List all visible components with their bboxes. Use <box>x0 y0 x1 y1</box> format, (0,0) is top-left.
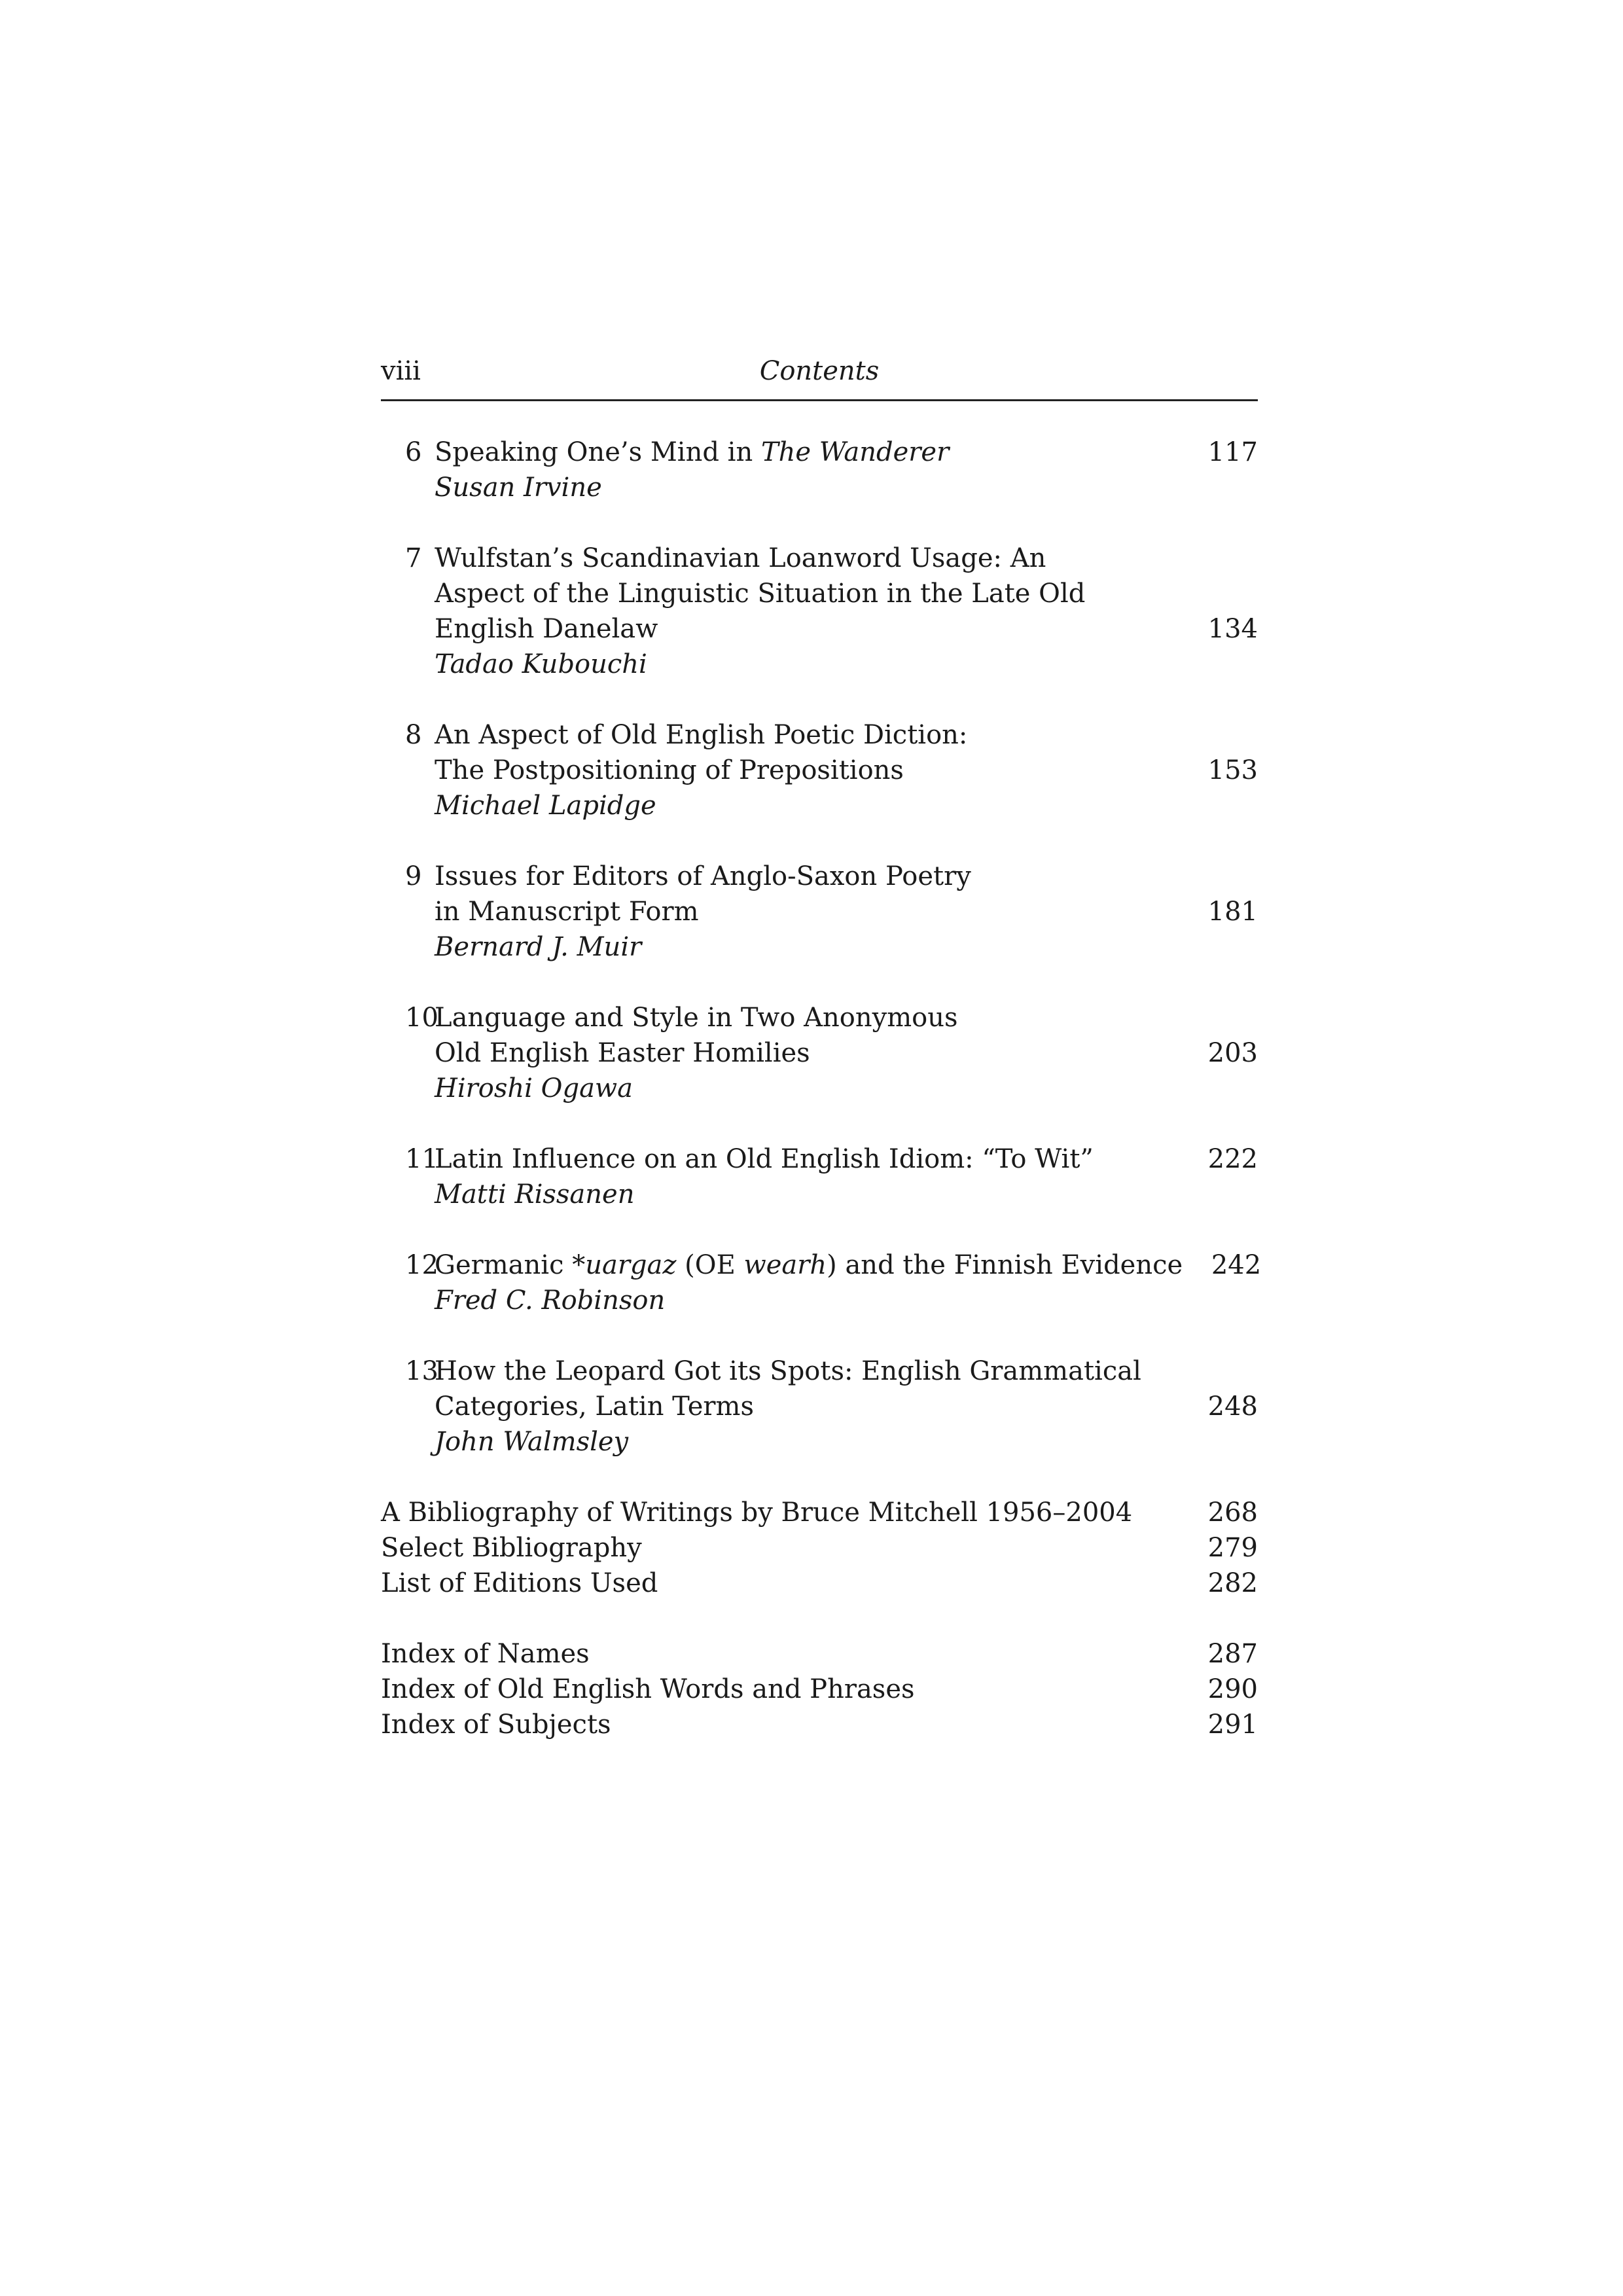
chapter-author: Tadao Kubouchi <box>435 649 647 679</box>
entry-label: Select Bibliography <box>381 1533 642 1563</box>
chapter-number: 8 <box>405 720 422 750</box>
entry-label: List of Editions Used <box>381 1568 658 1598</box>
chapter-title: Speaking One’s Mind in The Wanderer <box>435 437 950 467</box>
toc-entry-7[interactable] <box>381 541 1258 682</box>
toc-entry-6[interactable] <box>381 435 1258 505</box>
chapter-title: Wulfstan’s Scandinavian Loanword Usage: An Aspect of the Linguistic Situation in the Late Old English Danelaw <box>435 543 1086 644</box>
chapter-number: 13 <box>405 1356 438 1386</box>
entry-label: Index of Names <box>381 1639 590 1669</box>
page-number: 222 <box>1207 1144 1258 1174</box>
page-number: 134 <box>1207 614 1258 644</box>
page-number: 291 <box>1207 1710 1258 1740</box>
chapter-title: An Aspect of Old English Poetic Diction: The Postpositioning of Prepositions <box>435 720 968 785</box>
toc-entry-8[interactable] <box>381 717 1258 823</box>
toc-entry-index-of-old-english-words[interactable] <box>381 1672 1258 1707</box>
page-number: 248 <box>1207 1391 1258 1422</box>
entry-label: Index of Old English Words and Phrases <box>381 1674 915 1704</box>
chapter-number: 10 <box>405 1003 438 1033</box>
page-number: 282 <box>1207 1568 1258 1598</box>
toc-entry-10[interactable] <box>381 1000 1258 1106</box>
page-number: 268 <box>1207 1498 1258 1528</box>
entry-label: A Bibliography of Writings by Bruce Mitchell 1956–2004 <box>381 1498 1133 1528</box>
chapter-number: 6 <box>405 437 422 467</box>
page-number: 117 <box>1207 437 1258 467</box>
page-number: 287 <box>1207 1639 1258 1669</box>
chapter-author: Matti Rissanen <box>435 1179 635 1210</box>
page-number: 181 <box>1207 897 1258 927</box>
chapter-number: 9 <box>405 861 422 891</box>
chapter-title: Language and Style in Two Anonymous Old English Easter Homilies <box>435 1003 958 1068</box>
chapter-number: 7 <box>405 543 422 573</box>
folio: viii <box>381 356 421 386</box>
chapter-author: Hiroshi Ogawa <box>435 1073 633 1103</box>
back-matter-list <box>381 1495 1258 1742</box>
page-number: 203 <box>1207 1038 1258 1068</box>
chapter-author: Bernard J. Muir <box>435 932 642 962</box>
chapter-title: How the Leopard Got its Spots: English Grammatical Categories, Latin Terms <box>435 1356 1141 1422</box>
chapter-author: John Walmsley <box>435 1427 629 1457</box>
toc-entry-13[interactable] <box>381 1354 1258 1460</box>
toc-entry-list-of-editions[interactable] <box>381 1566 1258 1601</box>
page-number: 153 <box>1207 755 1258 785</box>
table-of-contents <box>381 435 1262 1742</box>
toc-entry-11[interactable] <box>381 1141 1258 1212</box>
page-number: 242 <box>1211 1250 1262 1280</box>
chapter-author: Susan Irvine <box>435 473 602 503</box>
chapter-number: 11 <box>405 1144 438 1174</box>
page-header <box>381 353 1258 401</box>
chapter-title: Issues for Editors of Anglo-Saxon Poetry in Manuscript Form <box>435 861 971 927</box>
entry-label: Index of Subjects <box>381 1710 611 1740</box>
page-number: 279 <box>1207 1533 1258 1563</box>
toc-entry-index-of-names[interactable] <box>381 1636 1258 1672</box>
toc-entry-bibliography-mitchell[interactable] <box>381 1495 1258 1530</box>
chapter-author: Fred C. Robinson <box>435 1285 666 1316</box>
chapter-title: Latin Influence on an Old English Idiom: “To Wit” <box>435 1144 1094 1174</box>
toc-entry-index-of-subjects[interactable] <box>381 1707 1258 1742</box>
running-title: Contents <box>759 356 880 386</box>
toc-entry-12[interactable] <box>381 1247 1262 1318</box>
chapter-title: Germanic *uargaz (OE wearh) and the Finnish Evidence <box>435 1250 1183 1280</box>
page-number: 290 <box>1207 1674 1258 1704</box>
toc-entry-9[interactable] <box>381 859 1258 965</box>
chapter-number: 12 <box>405 1250 438 1280</box>
chapter-author: Michael Lapidge <box>435 791 656 821</box>
toc-entry-select-bibliography[interactable] <box>381 1530 1258 1566</box>
